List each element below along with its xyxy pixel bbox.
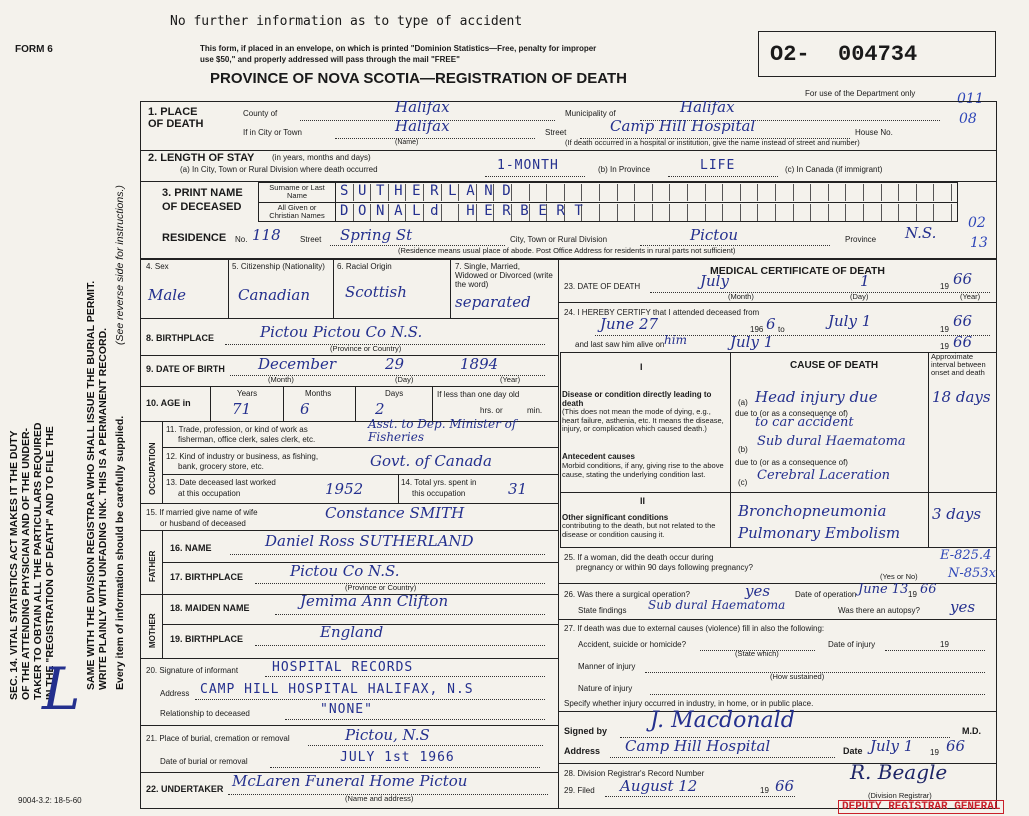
top-note: No further information as to type of accident [170,14,523,29]
dob-year: 1894 [460,355,499,373]
county-value: Halifax [395,98,450,116]
external-causes-label: 27. If death was due to external causes (violence) fill in also the following: [564,624,825,633]
street-label: Street [545,128,567,137]
name-cell-divider [740,204,741,221]
place-of-death-label: 1. PLACE OF DEATH [148,106,204,130]
due-to-a: due to (or as a consequence of) [735,409,848,418]
sidebar-instruction-line-8: (See reverse side for instructions.) [114,185,126,345]
name-cell-divider [705,184,706,201]
name-cell-divider [652,204,653,221]
signed-by-label: Signed by [564,726,608,736]
occupation-side-label: OCCUPATION [148,442,157,495]
accident-label: Accident, suicide or homicide? [578,640,687,649]
dod-day: 1 [860,272,870,290]
spouse-label-line-2: or husband of deceased [160,519,246,528]
name-cell-divider [687,204,688,221]
roman-one: I [640,362,643,372]
city-label: If in City or Town [243,128,302,137]
name-cell-divider [634,184,635,201]
dob-month: December [258,355,337,373]
cause-a-value: Head injury due [755,388,878,406]
last-saw-date: July 1 [730,333,774,351]
given-names-label: All Given or Christian Names [269,203,325,220]
name-cell-divider [845,184,846,201]
cause-c-value: Cerebral Laceration [757,468,891,483]
registration-number: 004734 [838,42,918,67]
municipality-value: Halifax [680,98,735,116]
citizenship-value: Canadian [238,286,311,304]
name-cell-divider [669,184,670,201]
last-worked-value: 1952 [325,480,364,498]
total-years-value: 31 [508,480,528,498]
other-interval: 3 days [932,505,982,523]
stay-province-label: (b) In Province [598,165,651,174]
dod-year-caption: (Year) [960,292,981,301]
total-years-label-2: this occupation [412,489,466,498]
relationship-label: Relationship to deceased [160,709,250,718]
interval-label: Approximate interval between onset and death [931,352,986,377]
age-days-label: Days [385,389,404,398]
name-cell-divider [951,204,952,221]
name-cell-divider [810,184,811,201]
attended-to-label: to [778,325,785,334]
stay-province-value: LIFE [700,158,736,173]
cause-a-label: (a) [738,398,748,407]
name-cell-divider [775,184,776,201]
name-cell-divider [916,184,917,201]
burial-place-value: Pictou, N.S [345,726,430,744]
house-number-label: House No. [855,128,893,137]
minutes-label: min. [527,406,543,415]
name-cell-divider [722,184,723,201]
injury-date-year-prefix: 19 [940,640,949,649]
name-cell-divider [881,204,882,221]
less-than-day-label: If less than one day old [437,390,520,399]
mail-note-line-2: use $50," and properly addressed will pass through the mail "FREE" [200,55,460,64]
medical-certificate-title: MEDICAL CERTIFICATE OF DEATH [710,265,885,277]
spouse-label-line-1: 15. If married give name of wife [146,508,258,517]
marital-status-value: separated [455,293,531,311]
cause-b-label: (b) [738,445,748,454]
cause-b-value-1: to car accident [755,415,854,430]
department-use-label: For use of the Department only [805,89,916,98]
surgery-value: yes [745,582,771,600]
autopsy-value: yes [950,598,976,616]
dod-day-caption: (Day) [850,292,869,301]
md-label: M.D. [962,726,981,736]
residence-note: (Residence means usual place of abode. Post Office Address for residents in rural parts not sufficient) [398,246,736,255]
department-code-02: 02 [968,215,986,231]
birthplace-caption: (Province or Country) [330,344,402,353]
residence-city-value: Pictou [690,226,739,244]
injury-date-label: Date of injury [828,640,876,649]
name-cell-divider [881,184,882,201]
industry-value: Govt. of Canada [370,452,492,470]
length-of-stay-sub: (in years, months and days) [272,153,371,162]
dob-month-caption: (Month) [268,375,294,384]
autopsy-label: Was there an autopsy? [838,606,920,615]
name-cell-divider [705,204,706,221]
cause-b-value-2: Sub dural Haematoma [757,434,906,449]
trade-value: Asst. to Dep. Minister of Fisheries [368,417,517,444]
attended-to-year: 66 [953,312,973,330]
woman-label-line-1: 25. If a woman, did the death occur during [564,553,714,562]
due-to-b: due to (or as a consequence of) [735,458,848,467]
code-n: N-853x [948,566,996,581]
age-months-value: 6 [300,400,310,418]
name-cell-divider [529,184,530,201]
name-cell-divider [564,184,565,201]
father-side-label: FATHER [148,550,157,582]
city-name-caption: (Name) [395,139,419,146]
dod-month: July [700,272,729,290]
woman-label-line-2: pregnancy or within 90 days following pregnancy? [576,563,753,572]
print-name-label: 3. PRINT NAME OF DECEASED [162,187,243,213]
sex-label: 4. Sex [146,262,169,271]
physician-signature: J. Macdonald [650,708,795,733]
name-cell-divider [933,184,934,201]
sidebar-initial: L [42,655,81,723]
registrar-signature: R. Beagle [850,760,948,784]
residence-number-value: 118 [252,226,281,244]
department-code-13: 13 [970,235,988,251]
dob-day: 29 [385,355,405,373]
name-cell-divider [863,184,864,201]
name-cell-divider [933,204,934,221]
name-cell-divider [652,184,653,201]
surname-label: Surname or Last Name [269,183,325,200]
signature-year: 66 [946,737,966,755]
father-name-label: 16. NAME [170,543,212,553]
filed-year-prefix: 19 [760,786,769,795]
total-years-label-1: 14. Total yrs. spent in [401,478,477,487]
name-cell-divider [916,204,917,221]
mail-note-line-1: This form, if placed in an envelope, on which is printed "Dominion Statistics—Free, penalty for improper [200,44,597,53]
father-birthplace-caption: (Province or Country) [345,583,417,592]
dod-year: 66 [953,270,973,288]
form-number: FORM 6 [15,44,53,55]
name-cell-divider [599,204,600,221]
name-cell-divider [845,204,846,221]
name-cell-divider [793,204,794,221]
cause-a-interval: 18 days [932,388,991,406]
name-cell-divider [669,204,670,221]
residence-city-label: City, Town or Rural Division [510,235,608,244]
state-which-caption: (State which) [735,649,779,658]
trade-label-line-1: 11. Trade, profession, or kind of work as [166,425,308,434]
length-of-stay-label: 2. LENGTH OF STAY [148,152,255,164]
undertaker-caption: (Name and address) [345,794,414,803]
name-cell-divider [546,184,547,201]
yes-no-caption: (Yes or No) [880,572,918,581]
date-of-death-label: 23. DATE OF DEATH [564,282,641,291]
residence-number-label: No. [235,235,248,244]
mother-birthplace-label: 19. BIRTHPLACE [170,634,244,644]
age-years-label: Years [237,389,258,398]
mother-side-label: MOTHER [148,613,157,648]
county-label: County of [243,109,278,118]
mother-maiden-value: Jemima Ann Clifton [300,592,449,610]
registrar-caption: (Division Registrar) [868,791,932,800]
residence-province-value: N.S. [905,224,937,242]
antecedent-note: Morbid conditions, if any, giving rise to the above cause, stating the underlying condition last. [562,461,724,479]
burial-date-label: Date of burial or removal [160,757,248,766]
signature-year-prefix: 19 [930,748,939,757]
filed-label: 29. Filed [564,786,595,795]
last-saw-year-prefix: 19 [940,342,949,351]
operation-date-value: June 13 [858,582,909,597]
name-cell-divider [793,184,794,201]
filed-year: 66 [775,777,795,795]
residence-province-label: Province [845,235,877,244]
name-cell-divider [687,184,688,201]
last-saw-him: him [664,333,687,347]
other-condition-2: Pulmonary Embolism [738,524,901,542]
spouse-value: Constance SMITH [325,504,465,522]
residence-street-value: Spring St [340,226,413,244]
sidebar-instruction-line-3: TAKER TO OBTAIN ALL THE PARTICULARS REQUIRED [32,422,44,700]
name-cell-divider [617,184,618,201]
street-value: Camp Hill Hospital [610,117,756,135]
physician-address-label: Address [564,746,601,756]
deputy-registrar-stamp: DEPUTY REGISTRAR GENERAL [838,800,1004,814]
direct-cause-label: Disease or condition directly leading to death [562,390,712,409]
cause-c-label: (c) [738,478,748,487]
last-worked-label-2: at this occupation [178,489,241,498]
physician-address: Camp Hill Hospital [625,737,771,755]
name-cell-divider [617,204,618,221]
department-code-1: 011 [957,91,984,107]
other-conditions-note: contributing to the death, but not related to the disease or condition causing it. [562,521,716,539]
racial-origin-label: 6. Racial Origin [337,262,392,271]
trade-label-line-2: fisherman, office clerk, sales clerk, etc. [178,435,316,444]
undertaker-label: 22. UNDERTAKER [146,784,224,794]
dod-year-prefix: 19 [940,282,949,291]
birthplace-label: 8. BIRTHPLACE [146,333,215,343]
name-cell-divider [828,184,829,201]
surname-value: SUTHERLAND [340,183,521,199]
nature-label: Nature of injury [578,684,633,693]
name-cell-divider [722,204,723,221]
informant-label: 20. Signature of informant [146,666,239,675]
name-cell-divider [863,204,864,221]
informant-signature: HOSPITAL RECORDS [272,660,414,675]
name-cell-divider [775,204,776,221]
specify-label: Specify whether injury occurred in industry, in home, or in public place. [564,699,814,708]
age-years-value: 71 [232,400,252,418]
relationship-value: "NONE" [320,702,373,717]
how-sustained-caption: (How sustained) [770,672,825,681]
operation-year-prefix: 19 [908,590,917,599]
attended-to-year-prefix: 19 [940,325,949,334]
signature-date: July 1 [870,737,914,755]
industry-label-line-2: bank, grocery store, etc. [178,462,264,471]
name-cell-divider [828,204,829,221]
sidebar-instruction-line-4: IN THE "REGISTRATION OF DEATH" AND TO FILE THE [44,426,56,700]
findings-label: State findings [578,606,627,615]
name-cell-divider [810,204,811,221]
name-cell-divider [898,184,899,201]
dob-year-caption: (Year) [500,375,521,384]
city-value: Halifax [395,117,450,135]
hours-label: hrs. or [480,406,503,415]
direct-cause-note: (This does not mean the mode of dying, e.g., heart failure, asthenia, etc. It means the disease, injury, or complication which caused death.) [562,407,724,433]
hospital-note: (If death occurred in a hospital or institution, give the name instead of street and number) [565,138,860,147]
signature-date-label: Date [843,746,863,756]
given-names-value: DONALd HERBERT [340,203,593,219]
other-condition-1: Bronchopneumonia [738,502,887,520]
registration-prefix: O2- [770,42,810,67]
name-cell-divider [757,184,758,201]
stay-canada-label: (c) In Canada (if immigrant) [785,165,883,174]
sidebar-instruction-line-5: SAME WITH THE DIVISION REGISTRAR WHO SHALL ISSUE THE BURIAL PERMIT. [85,280,97,690]
name-cell-divider [599,184,600,201]
mother-maiden-label: 18. MAIDEN NAME [170,603,250,613]
date-of-birth-label: 9. DATE OF BIRTH [146,364,225,374]
age-months-label: Months [305,389,332,398]
burial-place-label: 21. Place of burial, cremation or removal [146,734,290,743]
attended-from-year-prefix: 196 [750,325,764,334]
certify-label: 24. I HEREBY CERTIFY that I attended deceased from [564,308,760,317]
citizenship-label: 5. Citizenship (Nationality) [232,262,325,271]
informant-address-label: Address [160,689,190,698]
name-cell-divider [951,184,952,201]
registrar-record-label: 28. Division Registrar's Record Number [564,769,705,778]
sex-value: Male [148,286,186,304]
name-cell-divider [740,184,741,201]
code-e: E-825.4 [940,548,992,563]
last-saw-year: 66 [953,333,973,351]
footer-form-code: 9004-3.2: 18-5-60 [18,796,82,805]
cause-of-death-title: CAUSE OF DEATH [790,360,879,371]
name-cell-divider [634,204,635,221]
attended-to-date: July 1 [828,312,872,330]
sidebar-instruction-line-2: OF THE ATTENDING PHYSICIAN AND OF THE UNDER- [20,427,32,700]
residence-street-label: Street [300,235,322,244]
name-cell-divider [898,204,899,221]
dob-day-caption: (Day) [395,375,414,384]
form-title: PROVINCE OF NOVA SCOTIA—REGISTRATION OF DEATH [210,70,627,87]
sidebar-instruction-line-7: Every item of information should be carefully supplied. [114,415,126,690]
name-cell-divider [581,184,582,201]
marital-status-label: 7. Single, Married, Widowed or Divorced (write the word) [455,262,553,289]
racial-origin-value: Scottish [345,283,407,301]
name-cell-divider [757,204,758,221]
age-label: 10. AGE in [146,398,191,408]
operation-date-label: Date of operation [795,590,857,599]
attended-from-date: June 27 [600,315,659,333]
surgery-label: 26. Was there a surgical operation? [564,590,690,599]
roman-two: II [640,496,646,506]
stay-city-value: 1-MONTH [497,158,559,173]
industry-label-line-1: 12. Kind of industry or business, as fishing, [166,452,319,461]
undertaker-value: McLaren Funeral Home Pictou [232,772,468,790]
sidebar-instruction-line-6: WRITE PLAINLY WITH UNFADING INK. THIS IS A PERMANENT RECORD. [97,327,109,690]
father-name-value: Daniel Ross SUTHERLAND [265,532,474,550]
operation-year: 66 [920,582,937,597]
father-birthplace-label: 17. BIRTHPLACE [170,572,244,582]
stay-city-label: (a) In City, Town or Rural Division where death occurred [180,165,378,174]
birthplace-value: Pictou Pictou Co N.S. [260,323,423,341]
department-code-2: 08 [959,111,977,127]
antecedent-label: Antecedent causes [562,452,635,461]
findings-value: Sub dural Haematoma [648,598,786,612]
age-days-value: 2 [375,400,385,418]
other-conditions-label: Other significant conditions [562,513,669,522]
municipality-label: Municipality of [565,109,616,118]
sidebar-instruction-line-1: SEC. 14. VITAL STATISTICS ACT MAKES IT THE DUTY [8,430,20,700]
informant-address: CAMP HILL HOSPITAL HALIFAX, N.S [200,682,474,697]
dod-month-caption: (Month) [728,292,754,301]
last-worked-label-1: 13. Date deceased last worked [166,478,276,487]
mother-birthplace-value: England [320,623,384,641]
residence-label: RESIDENCE [162,232,227,244]
filed-date: August 12 [620,777,698,795]
attended-from-year: 6 [766,315,776,333]
burial-date-value: JULY 1st 1966 [340,750,455,765]
last-saw-label: and last saw him alive on [575,340,665,349]
father-birthplace-value: Pictou Co N.S. [290,562,400,580]
manner-label: Manner of injury [578,662,636,671]
